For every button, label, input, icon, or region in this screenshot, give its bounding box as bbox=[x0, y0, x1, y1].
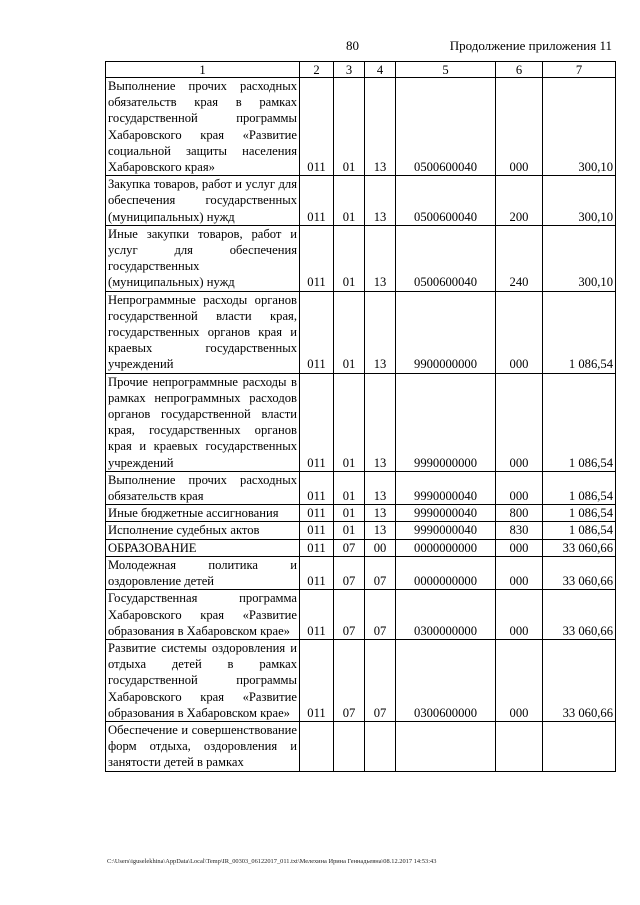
section-code: 07 bbox=[334, 539, 365, 556]
ministry-code: 011 bbox=[300, 522, 334, 539]
expense-name: Исполнение судебных актов bbox=[106, 522, 300, 539]
expense-type-code: 200 bbox=[496, 176, 543, 226]
table-row bbox=[106, 176, 616, 226]
amount: 300,10 bbox=[543, 176, 616, 226]
expense-name: Молодежная политика и оздоровление детей bbox=[106, 556, 300, 589]
amount: 33 060,66 bbox=[543, 556, 616, 589]
target-article-code: 0000000000 bbox=[396, 539, 496, 556]
table-row bbox=[106, 522, 616, 539]
subsection-code: 13 bbox=[365, 471, 396, 504]
ministry-code: 011 bbox=[300, 639, 334, 721]
subsection-code: 13 bbox=[365, 373, 396, 471]
expense-type-code: 000 bbox=[496, 590, 543, 640]
amount: 33 060,66 bbox=[543, 539, 616, 556]
section-code: 01 bbox=[334, 522, 365, 539]
column-header: 1 bbox=[106, 62, 300, 78]
column-header: 6 bbox=[496, 62, 543, 78]
target-article-code: 9990000040 bbox=[396, 522, 496, 539]
column-header: 7 bbox=[543, 62, 616, 78]
amount: 1 086,54 bbox=[543, 471, 616, 504]
expense-name: Выполнение прочих расходных обязательств края bbox=[106, 471, 300, 504]
section-code: 01 bbox=[334, 225, 365, 291]
table-header-row bbox=[106, 62, 616, 78]
ministry-code: 011 bbox=[300, 176, 334, 226]
section-code: 01 bbox=[334, 78, 365, 176]
ministry-code: 011 bbox=[300, 471, 334, 504]
table-row bbox=[106, 539, 616, 556]
table-row bbox=[106, 721, 616, 771]
target-article-code: 0000000000 bbox=[396, 556, 496, 589]
target-article-code: 0500600040 bbox=[396, 176, 496, 226]
subsection-code: 13 bbox=[365, 291, 396, 373]
table-row bbox=[106, 373, 616, 471]
section-code: 01 bbox=[334, 291, 365, 373]
target-article-code: 0500600040 bbox=[396, 225, 496, 291]
target-article-code: 0300000000 bbox=[396, 590, 496, 640]
target-article-code: 0300600000 bbox=[396, 639, 496, 721]
target-article-code: 9990000040 bbox=[396, 471, 496, 504]
amount: 1 086,54 bbox=[543, 522, 616, 539]
amount: 300,10 bbox=[543, 225, 616, 291]
section-code: 01 bbox=[334, 471, 365, 504]
expense-name: Закупка товаров, работ и услуг для обеспечения государственных (муниципальных) нужд bbox=[106, 176, 300, 226]
ministry-code: 011 bbox=[300, 590, 334, 640]
section-code: 07 bbox=[334, 590, 365, 640]
section-code bbox=[334, 721, 365, 771]
amount: 33 060,66 bbox=[543, 639, 616, 721]
expense-name: Выполнение прочих расходных обязательств края в рамках государственной программы Хабаровского края «Развитие социальной защиты населения Хабаровского края» bbox=[106, 78, 300, 176]
expense-type-code bbox=[496, 721, 543, 771]
expense-type-code: 000 bbox=[496, 373, 543, 471]
ministry-code: 011 bbox=[300, 78, 334, 176]
expense-type-code: 000 bbox=[496, 539, 543, 556]
subsection-code bbox=[365, 721, 396, 771]
expense-name: Иные закупки товаров, работ и услуг для обеспечения государственных (муниципальных) нужд bbox=[106, 225, 300, 291]
table-row bbox=[106, 556, 616, 589]
table-row bbox=[106, 505, 616, 522]
expense-type-code: 000 bbox=[496, 78, 543, 176]
target-article-code: 9990000000 bbox=[396, 373, 496, 471]
table-row bbox=[106, 590, 616, 640]
subsection-code: 07 bbox=[365, 639, 396, 721]
column-header: 5 bbox=[396, 62, 496, 78]
subsection-code: 13 bbox=[365, 176, 396, 226]
section-code: 01 bbox=[334, 373, 365, 471]
section-code: 01 bbox=[334, 176, 365, 226]
subsection-code: 00 bbox=[365, 539, 396, 556]
expense-type-code: 000 bbox=[496, 471, 543, 504]
table-row bbox=[106, 225, 616, 291]
expense-name: Непрограммные расходы органов государственной власти края, государственных органов края и краевых государственных учреждений bbox=[106, 291, 300, 373]
expense-name: Прочие непрограммные расходы в рамках непрограммных расходов органов государственной власти края, государственных органов края и краевых государственных учреждений bbox=[106, 373, 300, 471]
subsection-code: 13 bbox=[365, 505, 396, 522]
ministry-code: 011 bbox=[300, 291, 334, 373]
expense-name: Обеспечение и совершенствование форм отдыха, оздоровления и занятости детей в рамках bbox=[106, 721, 300, 771]
file-path-footer: C:\Users\iguselekhina\AppData\Local\Temp\IR_00303_06122017_011.txt\Мелехина Ирина Геннадьевна\08.12.2017 14:53:43 bbox=[107, 858, 437, 865]
expense-name: Иные бюджетные ассигнования bbox=[106, 505, 300, 522]
expense-type-code: 000 bbox=[496, 639, 543, 721]
page-number: 80 bbox=[346, 38, 359, 53]
subsection-code: 07 bbox=[365, 556, 396, 589]
subsection-code: 07 bbox=[365, 590, 396, 640]
amount bbox=[543, 721, 616, 771]
amount: 33 060,66 bbox=[543, 590, 616, 640]
expense-name: Государственная программа Хабаровского края «Развитие образования в Хабаровском крае» bbox=[106, 590, 300, 640]
expense-type-code: 800 bbox=[496, 505, 543, 522]
amount: 300,10 bbox=[543, 78, 616, 176]
ministry-code: 011 bbox=[300, 505, 334, 522]
ministry-code bbox=[300, 721, 334, 771]
expense-type-code: 000 bbox=[496, 556, 543, 589]
column-header: 2 bbox=[300, 62, 334, 78]
target-article-code: 9990000040 bbox=[396, 505, 496, 522]
section-code: 07 bbox=[334, 556, 365, 589]
target-article-code bbox=[396, 721, 496, 771]
amount: 1 086,54 bbox=[543, 505, 616, 522]
amount: 1 086,54 bbox=[543, 373, 616, 471]
target-article-code: 9900000000 bbox=[396, 291, 496, 373]
expense-type-code: 000 bbox=[496, 291, 543, 373]
ministry-code: 011 bbox=[300, 373, 334, 471]
ministry-code: 011 bbox=[300, 556, 334, 589]
column-header: 3 bbox=[334, 62, 365, 78]
budget-table bbox=[105, 61, 616, 772]
amount: 1 086,54 bbox=[543, 291, 616, 373]
column-header: 4 bbox=[365, 62, 396, 78]
ministry-code: 011 bbox=[300, 225, 334, 291]
table-row bbox=[106, 471, 616, 504]
expense-type-code: 240 bbox=[496, 225, 543, 291]
subsection-code: 13 bbox=[365, 78, 396, 176]
table-row bbox=[106, 639, 616, 721]
target-article-code: 0500600040 bbox=[396, 78, 496, 176]
section-code: 01 bbox=[334, 505, 365, 522]
ministry-code: 011 bbox=[300, 539, 334, 556]
subsection-code: 13 bbox=[365, 225, 396, 291]
expense-type-code: 830 bbox=[496, 522, 543, 539]
table-row bbox=[106, 291, 616, 373]
appendix-continuation-label: Продолжение приложения 11 bbox=[449, 38, 612, 53]
section-code: 07 bbox=[334, 639, 365, 721]
subsection-code: 13 bbox=[365, 522, 396, 539]
expense-name: ОБРАЗОВАНИЕ bbox=[106, 539, 300, 556]
table-row bbox=[106, 78, 616, 176]
expense-name: Развитие системы оздоровления и отдыха детей в рамках государственной программы Хабаровского края «Развитие образования в Хабаровском крае» bbox=[106, 639, 300, 721]
